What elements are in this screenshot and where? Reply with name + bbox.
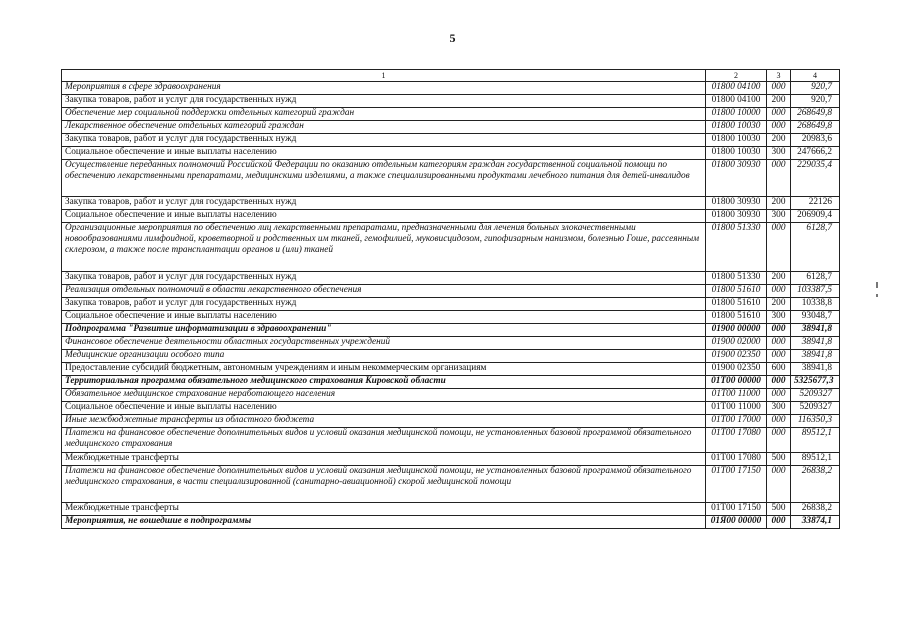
row-name-cell: Закупка товаров, работ и услуг для государственных нужд: [62, 134, 706, 147]
table-row: [62, 516, 840, 529]
table-row: [62, 197, 840, 210]
row-name-cell: Организационные мероприятия по обеспечению лиц лекарственными препаратами, предназначенными для лечения больных злокачественными новообразованиями лимфоидной, кроветворной и родственных им тканей, гемофилией, муковисцидозом, гипофизарным нанизмом, болезнью Гоше, рассеянным склерозом, а также после трансплантации органов и (или) тканей: [62, 223, 706, 272]
row-type-cell: 200: [767, 298, 791, 311]
row-name-cell: Медицинские организации особого типа: [62, 350, 706, 363]
table-row: [62, 134, 840, 147]
row-name-cell: Подпрограмма "Развитие информатизации в здравоохранении": [62, 324, 706, 337]
row-amount-cell: 229035,4: [791, 160, 840, 197]
row-code-cell: 01Т00 17000: [706, 415, 767, 428]
row-type-cell: 000: [767, 376, 791, 389]
row-name-cell: Обеспечение мер социальной поддержки отдельных категорий граждан: [62, 108, 706, 121]
row-amount-cell: 268649,8: [791, 121, 840, 134]
row-code-cell: 01800 30930: [706, 160, 767, 197]
table-row: [62, 415, 840, 428]
row-type-cell: 200: [767, 272, 791, 285]
row-type-cell: 000: [767, 223, 791, 272]
row-type-cell: 200: [767, 197, 791, 210]
row-name-cell: Межбюджетные трансферты: [62, 453, 706, 466]
table-row: [62, 121, 840, 134]
row-name-cell: Закупка товаров, работ и услуг для государственных нужд: [62, 272, 706, 285]
row-amount-cell: 26838,2: [791, 503, 840, 516]
row-type-cell: 500: [767, 453, 791, 466]
table-row: [62, 298, 840, 311]
row-code-cell: 01800 51610: [706, 311, 767, 324]
row-code-cell: 01800 04100: [706, 82, 767, 95]
table-row: [62, 160, 840, 197]
row-amount-cell: 22126: [791, 197, 840, 210]
row-name-cell: Иные межбюджетные трансферты из областного бюджета: [62, 415, 706, 428]
row-type-cell: 000: [767, 466, 791, 503]
table-row: [62, 466, 840, 503]
table-row: [62, 350, 840, 363]
margin-mark: [876, 294, 878, 297]
row-code-cell: 01800 04100: [706, 95, 767, 108]
page-number: 5: [449, 31, 456, 45]
row-code-cell: 01800 10030: [706, 134, 767, 147]
row-name-cell: Мероприятия, не вошедшие в подпрограммы: [62, 516, 706, 529]
row-name-cell: Социальное обеспечение и иные выплаты населению: [62, 210, 706, 223]
row-amount-cell: 6128,7: [791, 272, 840, 285]
row-type-cell: 200: [767, 134, 791, 147]
margin-mark: [876, 282, 878, 288]
row-amount-cell: 38941,8: [791, 363, 840, 376]
row-amount-cell: 116350,3: [791, 415, 840, 428]
table-row: [62, 428, 840, 453]
row-name-cell: Платежи на финансовое обеспечение дополнительных видов и условий оказания медицинской помощи, не установленных базовой программой обязательного медицинского страхования, в части специализированной (санитарно-авиационной) скорой медицинской помощи: [62, 466, 706, 503]
budget-table-body: [62, 70, 840, 529]
row-code-cell: 01800 51330: [706, 272, 767, 285]
row-name-cell: Социальное обеспечение и иные выплаты населению: [62, 402, 706, 415]
row-type-cell: 000: [767, 516, 791, 529]
row-amount-cell: 33874,1: [791, 516, 840, 529]
row-name-cell: Лекарственное обеспечение отдельных категорий граждан: [62, 121, 706, 134]
table-header-row: [62, 70, 840, 82]
row-type-cell: 000: [767, 389, 791, 402]
row-name-cell: Мероприятия в сфере здравоохранения: [62, 82, 706, 95]
row-amount-cell: 268649,8: [791, 108, 840, 121]
row-amount-cell: 10338,8: [791, 298, 840, 311]
row-name-cell: Социальное обеспечение и иные выплаты населению: [62, 147, 706, 160]
row-type-cell: 000: [767, 121, 791, 134]
table-row: [62, 453, 840, 466]
row-name-cell: Осуществление переданных полномочий Российской Федерации по оказанию отдельным категориям граждан государственной социальной помощи по обеспечению лекарственными препаратами, медицинскими изделиями, а также специализированными продуктами лечебного питания для детей-инвалидов: [62, 160, 706, 197]
row-code-cell: 01800 30930: [706, 210, 767, 223]
table-row: [62, 311, 840, 324]
row-code-cell: 01800 51610: [706, 298, 767, 311]
row-code-cell: 01800 10030: [706, 121, 767, 134]
row-type-cell: 000: [767, 108, 791, 121]
header-cell-type: 3: [767, 70, 791, 82]
row-code-cell: 01800 10030: [706, 147, 767, 160]
row-amount-cell: 247666,2: [791, 147, 840, 160]
row-amount-cell: 89512,1: [791, 428, 840, 453]
row-amount-cell: 920,7: [791, 82, 840, 95]
row-code-cell: 01Т00 11000: [706, 389, 767, 402]
row-type-cell: 000: [767, 428, 791, 453]
header-cell-name: 1: [62, 70, 706, 82]
row-type-cell: 300: [767, 147, 791, 160]
row-code-cell: 01800 51330: [706, 223, 767, 272]
table-row: [62, 285, 840, 298]
row-name-cell: Социальное обеспечение и иные выплаты населению: [62, 311, 706, 324]
table-row: [62, 147, 840, 160]
row-amount-cell: 38941,8: [791, 324, 840, 337]
table-row: [62, 503, 840, 516]
table-row: [62, 402, 840, 415]
row-code-cell: 01800 51610: [706, 285, 767, 298]
row-type-cell: 000: [767, 337, 791, 350]
table-row: [62, 95, 840, 108]
row-code-cell: 01800 10000: [706, 108, 767, 121]
row-name-cell: Закупка товаров, работ и услуг для государственных нужд: [62, 95, 706, 108]
row-code-cell: 01900 02350: [706, 350, 767, 363]
row-amount-cell: 93048,7: [791, 311, 840, 324]
row-code-cell: 01Т00 11000: [706, 402, 767, 415]
table-row: [62, 389, 840, 402]
row-code-cell: 01Т00 17080: [706, 453, 767, 466]
header-cell-amount: 4: [791, 70, 840, 82]
table-row: [62, 363, 840, 376]
row-amount-cell: 6128,7: [791, 223, 840, 272]
row-name-cell: Обязательное медицинское страхование неработающего населения: [62, 389, 706, 402]
row-amount-cell: 5209327: [791, 402, 840, 415]
row-type-cell: 000: [767, 350, 791, 363]
row-type-cell: 600: [767, 363, 791, 376]
table-row: [62, 108, 840, 121]
row-type-cell: 300: [767, 210, 791, 223]
row-amount-cell: 89512,1: [791, 453, 840, 466]
row-name-cell: Финансовое обеспечение деятельности областных государственных учреждений: [62, 337, 706, 350]
row-name-cell: Межбюджетные трансферты: [62, 503, 706, 516]
row-amount-cell: 920,7: [791, 95, 840, 108]
row-type-cell: 000: [767, 82, 791, 95]
row-amount-cell: 103387,5: [791, 285, 840, 298]
row-type-cell: 200: [767, 95, 791, 108]
row-code-cell: 01Т00 17080: [706, 428, 767, 453]
table-row: [62, 324, 840, 337]
row-amount-cell: 5325677,3: [791, 376, 840, 389]
table-row: [62, 210, 840, 223]
row-amount-cell: 38941,8: [791, 337, 840, 350]
row-name-cell: Закупка товаров, работ и услуг для государственных нужд: [62, 197, 706, 210]
budget-table: [61, 69, 840, 529]
row-name-cell: Территориальная программа обязательного медицинского страхования Кировской области: [62, 376, 706, 389]
row-name-cell: Закупка товаров, работ и услуг для государственных нужд: [62, 298, 706, 311]
row-type-cell: 000: [767, 160, 791, 197]
table-row: [62, 376, 840, 389]
row-amount-cell: 26838,2: [791, 466, 840, 503]
row-code-cell: 01Т00 00000: [706, 376, 767, 389]
table-row: [62, 223, 840, 272]
header-cell-code: 2: [706, 70, 767, 82]
row-code-cell: 01900 00000: [706, 324, 767, 337]
row-type-cell: 000: [767, 415, 791, 428]
row-name-cell: Предоставление субсидий бюджетным, автономным учреждениям и иным некоммерческим организациям: [62, 363, 706, 376]
row-code-cell: 01900 02000: [706, 337, 767, 350]
row-code-cell: 01Т00 17150: [706, 466, 767, 503]
table-row: [62, 272, 840, 285]
row-code-cell: 01900 02350: [706, 363, 767, 376]
row-type-cell: 000: [767, 324, 791, 337]
row-amount-cell: 38941,8: [791, 350, 840, 363]
row-name-cell: Реализация отдельных полномочий в области лекарственного обеспечения: [62, 285, 706, 298]
row-amount-cell: 206909,4: [791, 210, 840, 223]
row-type-cell: 500: [767, 503, 791, 516]
row-code-cell: 01Я00 00000: [706, 516, 767, 529]
row-amount-cell: 20983,6: [791, 134, 840, 147]
row-type-cell: 300: [767, 311, 791, 324]
row-name-cell: Платежи на финансовое обеспечение дополнительных видов и условий оказания медицинской помощи, не установленных базовой программой обязательного медицинского страхования: [62, 428, 706, 453]
row-code-cell: 01Т00 17150: [706, 503, 767, 516]
row-type-cell: 300: [767, 402, 791, 415]
table-row: [62, 337, 840, 350]
row-type-cell: 000: [767, 285, 791, 298]
table-row: [62, 82, 840, 95]
row-code-cell: 01800 30930: [706, 197, 767, 210]
row-amount-cell: 5209327: [791, 389, 840, 402]
